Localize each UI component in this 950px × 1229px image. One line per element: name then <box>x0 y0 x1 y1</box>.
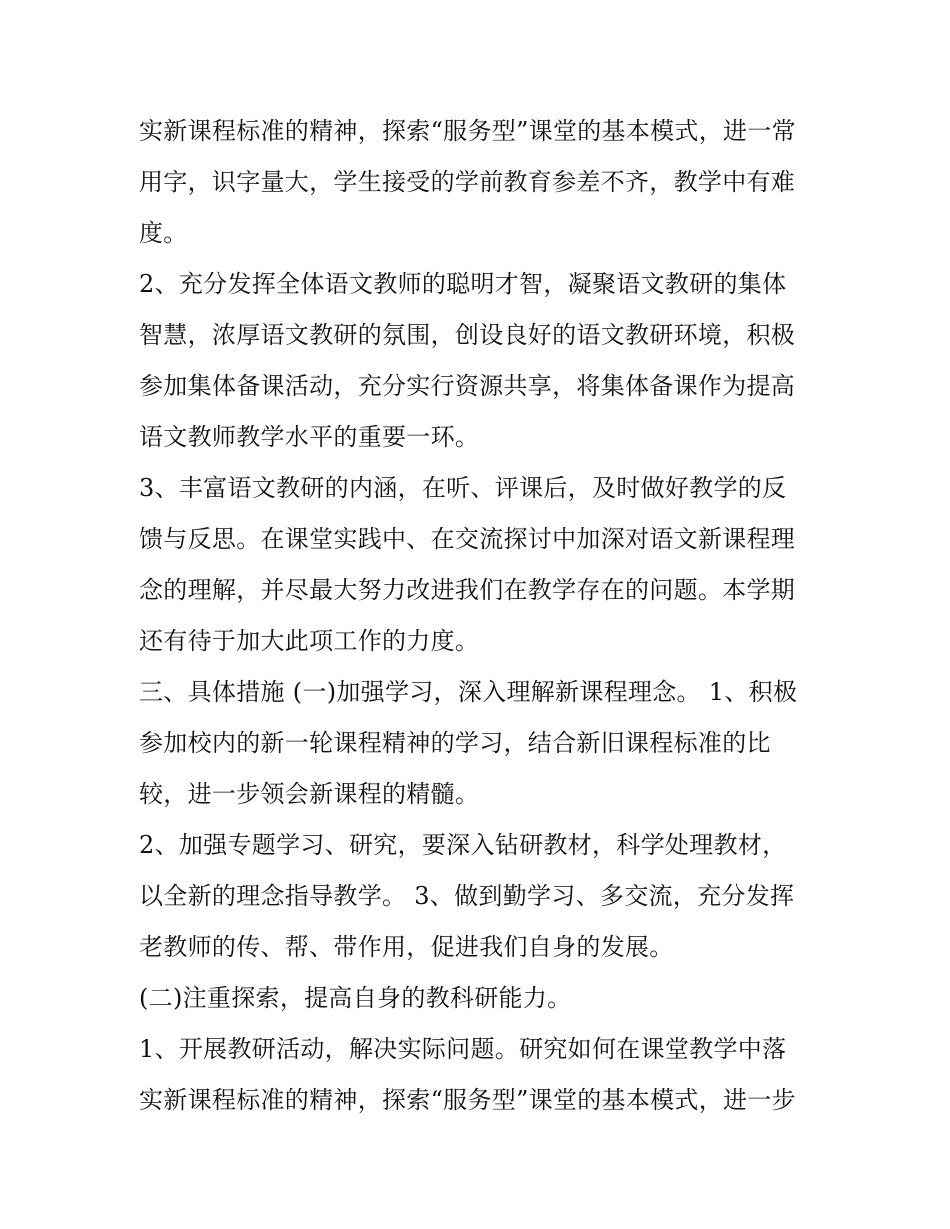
text-line: (二)注重探索，提高自身的教科研能力。 <box>139 984 572 1012</box>
text-line: 三、具体措施 (一)加强学习，深入理解新课程理念。 1、积极 <box>139 678 798 706</box>
text-line: 2、加强专题学习、研究，要深入钻研教材，科学处理教材， <box>139 831 787 859</box>
document-body <box>139 110 819 1130</box>
text-line: 语文教师教学水平的重要一环。 <box>139 423 480 451</box>
text-line: 念的理解，并尽最大努力改进我们在教学存在的问题。本学期 <box>139 576 796 604</box>
text-line: 1、开展教研活动，解决实际问题。研究如何在课堂教学中落 <box>139 1035 787 1063</box>
text-line: 以全新的理念指导教学。 3、做到勤学习、多交流，充分发挥 <box>139 882 795 910</box>
text-line: 度。 <box>139 219 188 247</box>
text-line: 还有待于加大此项工作的力度。 <box>139 627 480 655</box>
text-line: 智慧，浓厚语文教研的氛围，创设良好的语文教研环境，积极 <box>139 321 796 349</box>
text-line: 馈与反思。在课堂实践中、在交流探讨中加深对语文新课程理 <box>139 525 796 553</box>
text-line: 老教师的传、帮、带作用，促进我们自身的发展。 <box>139 933 674 961</box>
text-line: 实新课程标准的精神，探索“服务型”课堂的基本模式，进一步 <box>139 1086 796 1114</box>
text-line: 较，进一步领会新课程的精髓。 <box>139 780 480 808</box>
text-line: 用字，识字量大，学生接受的学前教育参差不齐，教学中有难 <box>139 168 796 196</box>
text-line: 参加校内的新一轮课程精神的学习，结合新旧课程标准的比 <box>139 729 771 757</box>
text-line: 2、充分发挥全体语文教师的聪明才智，凝聚语文教研的集体 <box>139 270 787 298</box>
text-line: 实新课程标准的精神，探索“服务型”课堂的基本模式，进一常 <box>139 117 796 145</box>
text-line: 参加集体备课活动，充分实行资源共享，将集体备课作为提高 <box>139 372 796 400</box>
text-line: 3、丰富语文教研的内涵，在听、评课后，及时做好教学的反 <box>139 474 787 502</box>
